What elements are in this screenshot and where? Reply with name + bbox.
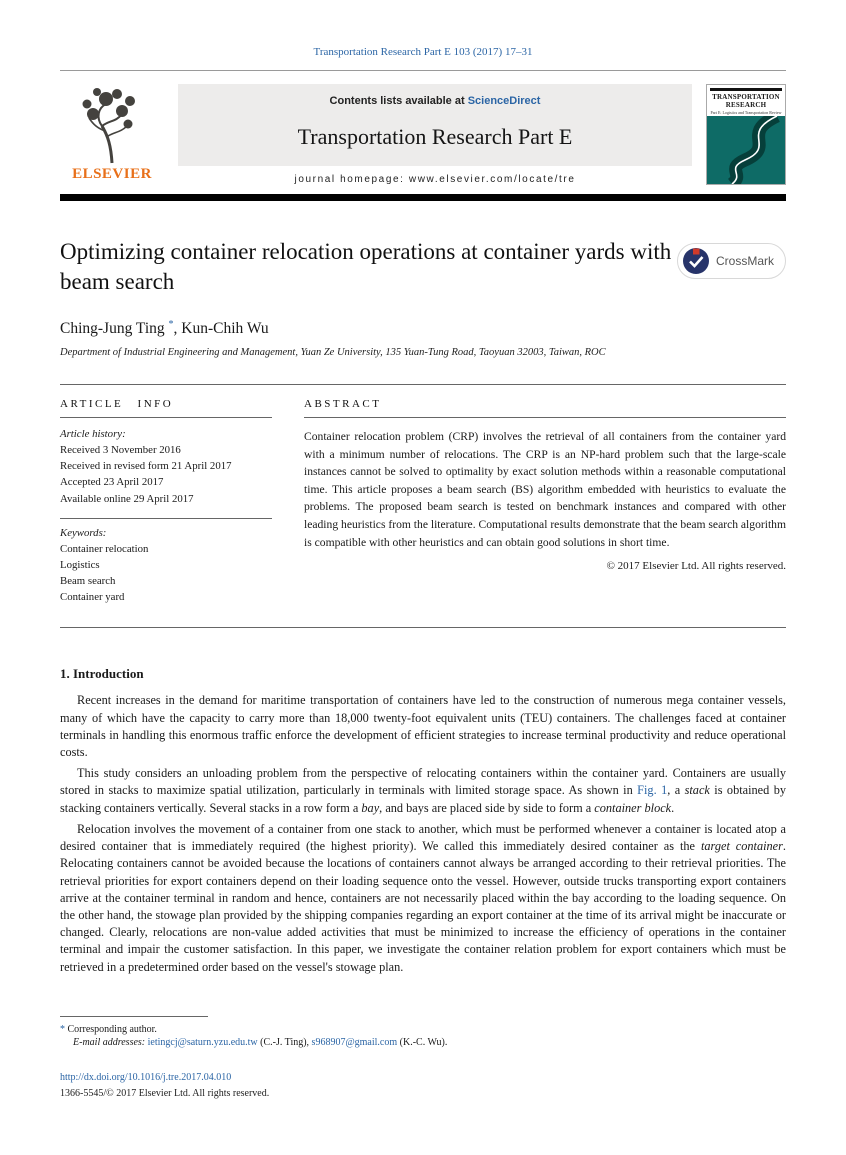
keywords-label: Keywords: [60,526,107,539]
cover-masthead [707,85,785,116]
abstract-column [304,398,786,606]
crossmark-label: CrossMark [715,254,774,269]
section-heading-introduction: 1. Introduction [60,666,144,682]
journal-masthead [60,84,786,185]
history-label: Article history: [60,427,126,440]
cover-rule [710,88,782,91]
cover-title-line1: TRANSPORTATION [712,93,780,101]
divider [60,417,272,418]
journal-cover [706,84,786,185]
elsevier-tree-icon [75,84,149,164]
crossmark-badge[interactable] [677,243,786,279]
cover-art [707,116,785,184]
cover-title-line2: RESEARCH [725,101,767,110]
intro-paragraph-1: Recent increases in the demand for maritime transportation of containers have led to the construction of numerous mega container vessels, many of which have the capacity to carry more than 18,000 twenty-foot equivalent units (TEU) containers. The challenges faced at container terminals in handling this enormous traffic enforce the development of efficient strategies to increase terminal productivity and reduce operational costs. [60,693,786,760]
history-item: Received in revised form 21 April 2017 [60,460,232,473]
article-info-heading: ARTICLE INFO [60,397,174,410]
crossmark-icon [682,247,710,275]
history-item: Available online 29 April 2017 [60,492,194,505]
footnote-star: * [60,1023,65,1035]
journal-citation-link[interactable]: Transportation Research Part E 103 (2017) 17–31 [313,46,533,58]
journal-title: Transportation Research Part E [297,124,573,149]
contents-line [186,95,684,107]
article-title: Optimizing container relocation operations at container yards with beam search [60,239,672,295]
issn-copyright-line: 1366-5545/© 2017 Elsevier Ltd. All rights reserved. [60,1088,270,1099]
keyword-item: Logistics [60,558,100,571]
cover-subtitle: Part E: Logistics and Transportation Review [710,110,782,116]
affiliation: Department of Industrial Engineering and Management, Yuan Ze University, 135 Yuan-Tung Road, Taoyuan 32003, Taiwan, ROC [60,346,606,358]
contents-prefix: Contents lists available at [329,95,468,107]
corresponding-author-mark[interactable]: * [168,318,174,330]
abstract-text: Container relocation problem (CRP) involves the retrieval of all containers from the container yard with a minimum number of relocations. The CRP is an NP-hard problem such that the large-scale instances cannot be solved to optimality by exact solution methods within a reasonable computational time. This article proposes a beam search (BS) algorithm embedded with heuristics to evaluate the problems. The proposed beam search is tested on benchmark instances and compared with other leading heuristics from the literature. Computational results demonstrate that the beam search algorithm is compatible with other heuristics and can obtain good solutions in short time. [304,429,786,549]
keyword-item: Container relocation [60,542,149,555]
authors-line: Ching-Jung Ting *, Kun-Chih Wu [60,318,269,337]
journal-homepage-link[interactable]: journal homepage: www.elsevier.com/locate/tre [294,174,576,186]
top-divider [60,70,786,71]
footnote-rule [60,1016,208,1017]
abstract-copyright: © 2017 Elsevier Ltd. All rights reserved. [606,560,786,573]
masthead-black-rule [60,194,786,201]
masthead-gray-panel [178,84,692,166]
keyword-item: Container yard [60,591,125,604]
elsevier-logo[interactable] [60,84,164,185]
divider [60,518,272,519]
footnote-block [60,1016,786,1048]
email-addresses-note: E-mail addresses: ietingcj@saturn.yzu.edu.tw (C.-J. Ting), s968907@gmail.com (K.-C. Wu). [73,1036,448,1048]
footer-block [60,1072,269,1099]
corresponding-author-note: * Corresponding author. [60,1023,157,1035]
history-item: Accepted 23 April 2017 [60,476,164,489]
sciencedirect-link[interactable]: ScienceDirect [467,95,541,107]
keyword-item: Beam search [60,575,116,588]
email-link-wu[interactable]: s968907@gmail.com [311,1036,398,1048]
intro-paragraph-2: This study considers an unloading problem from the perspective of relocating containers within the container yard. Containers are usually stored in stacks to maximize spatial utilization, particularly in terminals with limited storage space. As shown in Fig. 1, a stack is obtained by stacking containers vertically. Several stacks in a row form a bay, and bays are placed side by side to form a container block. [60,766,786,815]
article-info-column [60,398,272,606]
intro-paragraph-3: Relocation involves the movement of a container from one stack to another, which must be performed whenever a container is located atop a desired container that is immediately required (the highest priority). We called this immediately desired container as the target container. Relocating containers cannot be avoided because the locations of containers cannot always be arranged according to their retrieval priorities. The retrieval priorities for export containers depend on their loading sequence onto the vessel. However, outside trucks transporting export containers arrive at the container terminal in random and hence, containers are not necessarily placed within the bay according to the loading sequence. On the other hand, the stowage plan provided by the shipping companies regarding an export container at the time of its arrival might be inaccurate or changed. Clearly, relocations are non-value added activities that must be minimized to increase the efficiency of operations in the container terminal and impair the customer satisfaction. In this paper, we investigate the container relation problem for export containers which must be retrieved in a predetermined order based on the vessel's stowage plan. [60,821,786,974]
title-row [60,237,786,298]
abstract-heading: ABSTRACT [304,397,382,410]
divider [304,417,786,418]
masthead-center [178,84,692,185]
elsevier-wordmark: ELSEVIER [72,166,152,182]
email-link-ting[interactable]: ietingcj@saturn.yzu.edu.tw [147,1036,258,1048]
info-abstract-block [60,384,786,629]
cover-swoosh-art [707,116,785,184]
fig1-link[interactable]: Fig. 1 [637,783,668,798]
history-item: Received 3 November 2016 [60,443,181,456]
doi-link[interactable]: http://dx.doi.org/10.1016/j.tre.2017.04.010 [60,1072,232,1083]
journal-cover-thumbnail[interactable] [706,84,786,185]
